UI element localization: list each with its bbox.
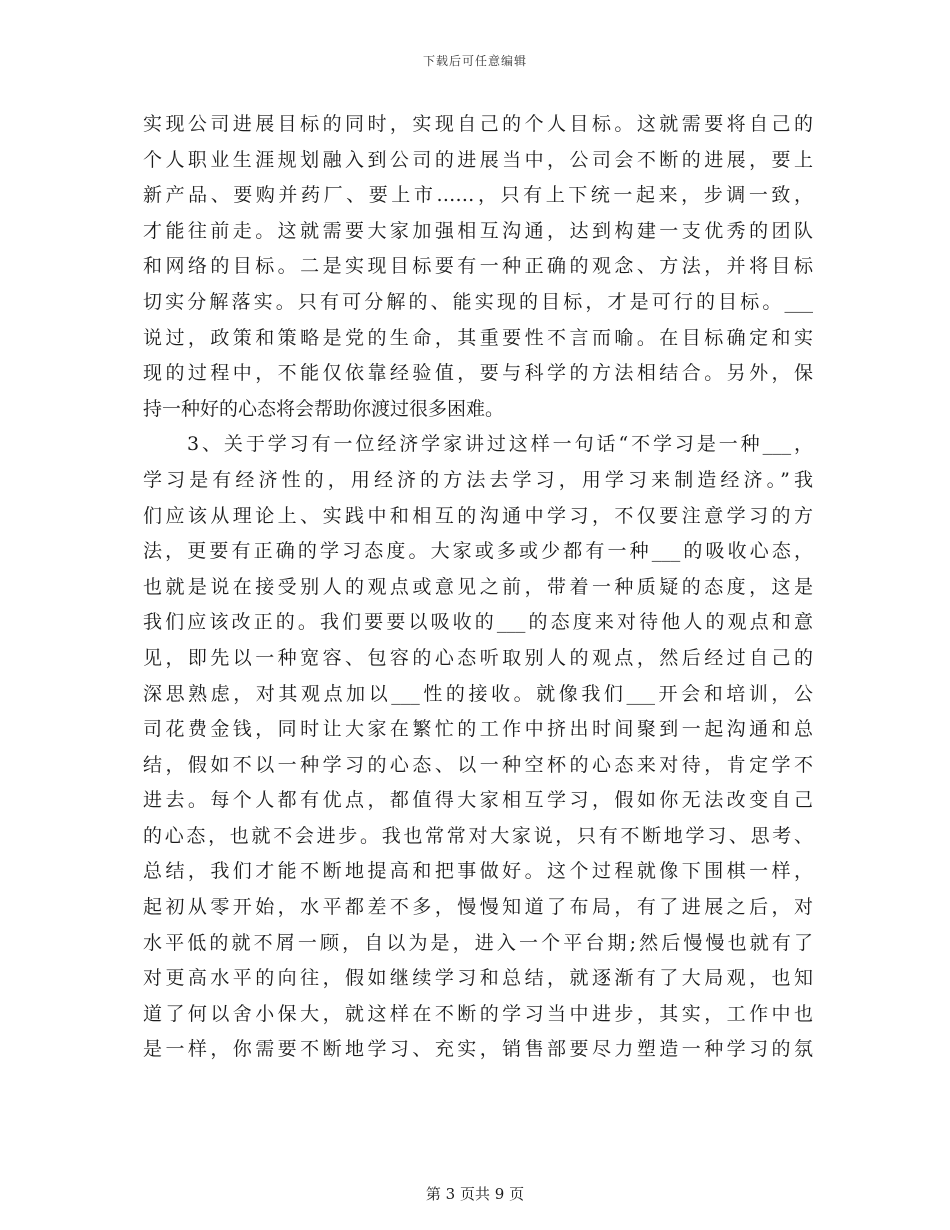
paragraph-start-line: 3、关于学习有一位经济学家讲过这样一句话“不学习是一种___， bbox=[187, 433, 813, 456]
text-line: 也就是说在接受别人的观点或意见之前，带着一种质疑的态度，这是 bbox=[143, 575, 813, 598]
text-line: 见，即先以一种宽容、包容的心态听取别人的观点，然后经过自己的 bbox=[143, 646, 813, 669]
page-footer: 第 3 页共 9 页 bbox=[425, 1185, 525, 1203]
text-line: 切实分解落实。只有可分解的、能实现的目标，才是可行的目标。___ bbox=[143, 290, 813, 313]
text-line: 我们应该改正的。我们要要以吸收的___的态度来对待他人的观点和意 bbox=[143, 611, 813, 634]
page-header: 下载后可任意编辑 bbox=[422, 54, 527, 68]
text-line: 道了何以舍小保大，就这样在不断的学习当中进步，其实，工作中也 bbox=[143, 1002, 813, 1025]
text-line: 个人职业生涯规划融入到公司的进展当中，公司会不断的进展，要上 bbox=[143, 148, 813, 171]
text-line: 现的过程中，不能仅依靠经验值，要与科学的方法相结合。另外，保 bbox=[143, 362, 813, 385]
text-line: 进去。每个人都有优点，都值得大家相互学习，假如你无法改变自己 bbox=[143, 789, 813, 812]
text-line: 新产品、要购并药厂、要上市……，只有上下统一起来，步调一致， bbox=[143, 184, 813, 207]
text-line: 起初从零开始，水平都差不多，慢慢知道了布局，有了进展之后，对 bbox=[143, 896, 813, 919]
document-body bbox=[143, 107, 813, 1068]
text-line: 法，更要有正确的学习态度。大家或多或少都有一种___的吸收心态， bbox=[143, 540, 813, 563]
text-line: 们应该从理论上、实践中和相互的沟通中学习，不仅要注意学习的方 bbox=[143, 504, 813, 527]
text-line: 水平低的就不屑一顾，自以为是，进入一个平台期;然后慢慢也就有了 bbox=[143, 931, 813, 954]
text-line: 总结，我们才能不断地提高和把事做好。这个过程就像下围棋一样， bbox=[143, 860, 813, 883]
text-line: 司花费金钱，同时让大家在繁忙的工作中挤出时间聚到一起沟通和总 bbox=[143, 718, 813, 741]
text-line: 实现公司进展目标的同时，实现自己的个人目标。这就需要将自己的 bbox=[143, 113, 813, 135]
paragraph-end-line: 持一种好的心态将会帮助你渡过很多困难。 bbox=[143, 397, 505, 420]
text-line: 才能往前走。这就需要大家加强相互沟通，达到构建一支优秀的团队 bbox=[143, 219, 813, 242]
text-line: 对更高水平的向往，假如继续学习和总结，就逐渐有了大局观，也知 bbox=[143, 967, 813, 990]
text-line: 的心态，也就不会进步。我也常常对大家说，只有不断地学习、思考、 bbox=[143, 824, 813, 847]
text-line: 学习是有经济性的，用经济的方法去学习，用学习来制造经济。”我 bbox=[143, 468, 813, 491]
text-line: 说过，政策和策略是党的生命，其重要性不言而喻。在目标确定和实 bbox=[143, 326, 813, 349]
text-line: 深思熟虑，对其观点加以___性的接收。就像我们___开会和培训，公 bbox=[143, 682, 813, 705]
text-line: 和网络的目标。二是实现目标要有一种正确的观念、方法，并将目标 bbox=[143, 255, 813, 278]
text-line: 结，假如不以一种学习的心态、以一种空杯的心态来对待，肯定学不 bbox=[143, 753, 813, 776]
text-line: 是一样，你需要不断地学习、充实，销售部要尽力塑造一种学习的氛 bbox=[143, 1038, 813, 1061]
